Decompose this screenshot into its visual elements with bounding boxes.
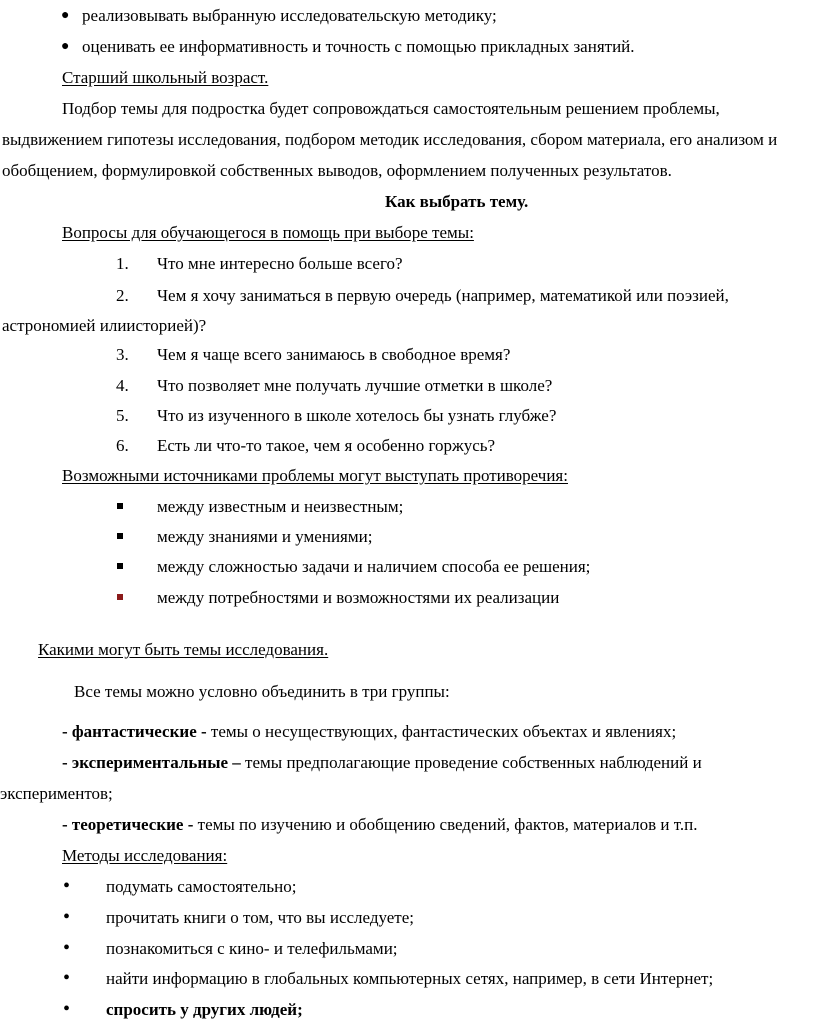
senior-para-line-2: выдвижением гипотезы исследования, подбором методик исследования, сбором материала, его анализом и (2, 130, 778, 149)
group-text-continued: экспериментов; (0, 784, 113, 803)
bullet-dot-icon: ● (61, 8, 70, 23)
topics-heading: Какими могут быть темы исследования. (38, 640, 329, 659)
contradiction-item: между известным и неизвестным; (157, 497, 404, 516)
bullet-dot-icon: • (63, 937, 71, 959)
group-desc: темы о несуществующих, фантастических объектах и явлениях; (206, 722, 677, 741)
group-term: - экспериментальные – (62, 753, 241, 772)
method-item: познакомиться с кино- и телефильмами; (106, 939, 398, 958)
square-bullet-icon (117, 503, 123, 509)
group-experimental (62, 753, 702, 773)
question-number: 3. (116, 345, 129, 364)
bullet-dot-icon: ● (61, 39, 70, 54)
question-text: Чем я чаще всего занимаюсь в свободное время? (157, 345, 511, 364)
question-number: 2. (116, 286, 129, 305)
question-text: Что позволяет мне получать лучшие отметки в школе? (157, 376, 553, 395)
question-text: Есть ли что-то такое, чем я особенно горжусь? (157, 436, 496, 455)
intro-bullet-1: реализовывать выбранную исследовательскую методику; (82, 6, 497, 25)
group-desc: темы предполагающие проведение собственных наблюдений и (240, 753, 702, 772)
bullet-dot-icon: • (63, 967, 71, 989)
square-bullet-icon (117, 533, 123, 539)
question-text-continued: астрономией илиисторией)? (2, 316, 207, 335)
question-text: Что мне интересно больше всего? (157, 254, 403, 273)
contradiction-item: между знаниями и умениями; (157, 527, 373, 546)
group-desc: темы по изучению и обобщению сведений, фактов, материалов и т.п. (193, 815, 698, 834)
senior-para-line-3: обобщением, формулировкой собственных выводов, оформлением полученных результатов. (2, 161, 672, 180)
question-number: 4. (116, 376, 129, 395)
method-item: подумать самостоятельно; (106, 877, 297, 896)
groups-intro: Все темы можно условно объединить в три группы: (74, 682, 450, 701)
question-number: 1. (116, 254, 129, 273)
contradiction-item: между потребностями и возможностями их реализации (157, 588, 560, 607)
senior-para-line-1: Подбор темы для подростка будет сопровождаться самостоятельным решением проблемы, (62, 99, 720, 118)
choose-topic-title: Как выбрать тему. (385, 192, 529, 211)
group-term: - фантастические - (62, 722, 207, 741)
group-fantastic (62, 722, 676, 742)
question-text: Чем я хочу заниматься в первую очередь (например, математикой или поэзией, (157, 286, 729, 305)
group-theoretical (62, 815, 698, 835)
bullet-dot-icon: • (63, 906, 71, 928)
intro-bullet-2: оценивать ее информативность и точность с помощью прикладных занятий. (82, 37, 635, 56)
method-item: прочитать книги о том, что вы исследуете; (106, 908, 415, 927)
sources-heading: Возможными источниками проблемы могут выступать противоречия: (62, 466, 568, 485)
method-item: спросить у других людей; (106, 1000, 303, 1019)
bullet-dot-icon: • (63, 875, 71, 897)
question-number: 5. (116, 406, 129, 425)
contradiction-item: между сложностью задачи и наличием способа ее решения; (157, 557, 591, 576)
senior-age-heading: Старший школьный возраст. (62, 68, 269, 87)
group-term: - теоретические - (62, 815, 194, 834)
square-bullet-icon (117, 594, 123, 600)
methods-heading: Методы исследования: (62, 846, 228, 865)
question-text: Что из изученного в школе хотелось бы узнать глубже? (157, 406, 557, 425)
bullet-dot-icon: • (63, 998, 71, 1020)
method-item: найти информацию в глобальных компьютерных сетях, например, в сети Интернет; (106, 969, 714, 988)
question-number: 6. (116, 436, 129, 455)
square-bullet-icon (117, 563, 123, 569)
questions-heading: Вопросы для обучающегося в помощь при выборе темы: (62, 223, 474, 242)
